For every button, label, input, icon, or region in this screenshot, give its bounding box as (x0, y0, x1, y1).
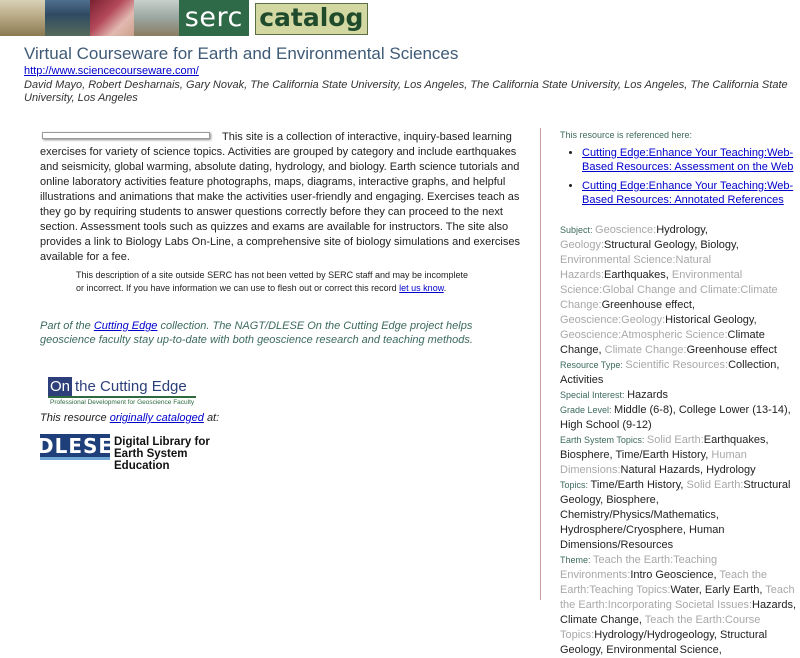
cutting-edge-logo-subtitle: Professional Development for Geoscience Faculty (50, 399, 195, 406)
facet-path: Environmental Science:Global Change and Climate:Climate Change: (560, 269, 778, 311)
banner-photo-specimen (90, 0, 135, 36)
serc-catalog-banner[interactable] (0, 0, 368, 36)
dlese-logo-tagline (114, 436, 240, 472)
description-text: This site is a collection of interactive, inquiry-based learning exercises for variety of science topics. Activities are grouped by category and include earthquakes and seismicity, global warming, absolute dating, hydrology, and biology. Earth science tutorials and online laboratory activities feature photographs, maps, diagrams, interactive graphs, and helpful illustrations and animations that make the activities user-friendly and engaging. Exercises teach as they go by requiring students to answer questions correctly before they can proceed to the next section. Assessment tools such as quizzes and exams are available for instructors. The site also provides a link to Biology Labs On-Line, a comprehensive site of biology simulations and exercises available for a fee. (40, 131, 520, 263)
facet-label: Topics (560, 480, 586, 490)
dlese-tagline-line1: Digital Library for (114, 436, 210, 448)
banner-photo-landscape (134, 0, 179, 36)
facet-path: Climate Change: (604, 344, 687, 356)
facet-value: Greenhouse effect (686, 344, 777, 356)
facet-value: Middle (6-8), College Lower (13-14), High School (9-12) (560, 404, 791, 431)
facet-path: Solid Earth: (686, 479, 744, 491)
originally-cataloged-line (40, 412, 219, 424)
cutting-edge-logo-title: the Cutting Edge (75, 378, 187, 395)
facet-value: Water, Early Earth, (670, 584, 766, 596)
facet-path: Geoscience:Geology: (560, 314, 666, 326)
facet-value: Hydrology/Hydrogeology, Structural Geology, Environmental Science, (560, 629, 768, 656)
disclaimer-end: . (443, 283, 447, 293)
collection-prefix: Part of the (40, 320, 91, 332)
facet-value: Earthquakes, Biosphere, Time/Earth History, (560, 434, 769, 461)
serc-logo-text: serc (184, 1, 243, 33)
facet-path: Teach the Earth:Incorporating Societal Issues: (560, 584, 795, 611)
facet-value: Time/Earth History, (590, 479, 687, 491)
facet-path: Teach the Earth:Course Topics: (560, 614, 761, 641)
facet-value: Collection, Activities (560, 359, 780, 386)
facet-path: Scientific Resources: (625, 359, 729, 371)
facet-path: Geoscience: (595, 224, 657, 236)
cutting-edge-logo-on: On (50, 378, 71, 395)
serc-logo[interactable] (179, 0, 249, 36)
disclaimer-text: This description of a site outside SERC has not been vetted by SERC staff and may be incomplete or incorrect. If you have information we can use to flesh out or correct this record (76, 270, 469, 293)
dlese-tagline-line2: Earth System Education (114, 448, 188, 472)
resource-description (40, 130, 520, 265)
cutting-edge-link[interactable]: Cutting Edge (93, 320, 158, 332)
facet-path: Geoscience:Atmospheric Science: (560, 329, 728, 341)
facet-label: Earth System Topics (560, 435, 642, 445)
cutting-edge-logo-bar (48, 377, 196, 398)
facet-path: Environmental Science:Natural Hazards: (560, 254, 712, 281)
facet-path: Teach the Earth:Teaching Environments: (560, 554, 718, 581)
facet-value: Structural Geology, Biology, (604, 239, 739, 251)
page-title: Virtual Courseware for Earth and Environmental Sciences (24, 44, 459, 63)
facet-label: Special Interest (560, 390, 623, 400)
referenced-heading: This resource is referenced here: (560, 130, 693, 140)
orig-suffix: at: (206, 412, 220, 424)
collection-suffix: collection. The NAGT/DLESE On the Cutting Edge project helps geoscience faculty stay up-to-date with both geoscience research and teaching methods. (40, 320, 473, 346)
orig-prefix: This resource (40, 412, 107, 424)
disclaimer-note (76, 269, 476, 295)
reference-link-assessment[interactable]: Cutting Edge:Enhance Your Teaching:Web-Based Resources: Assessment on the Web (582, 147, 794, 173)
originally-cataloged-link[interactable]: originally cataloged (109, 412, 204, 424)
facet-resource-type: Resource Type: Scientific Resources:Collection, Activities (560, 359, 780, 386)
facet-special-interest: Special Interest: Hazards (560, 389, 669, 401)
column-divider (540, 128, 541, 600)
facet-path: Solid Earth: (646, 434, 704, 446)
dlese-logo-word: DLESE (36, 433, 114, 458)
facet-label: Grade Level (560, 405, 610, 415)
facet-label: Resource Type (560, 360, 621, 370)
metadata-sidebar (560, 130, 800, 658)
facet-value: Structural Geology, Biosphere, Chemistry/Physics/Mathematics, Hydrosphere/Cryosphere, Human Dimensions/Resources (560, 479, 791, 551)
catalog-logo-text: catalog (259, 3, 364, 32)
banner-photo-field (0, 0, 45, 36)
facet-path: Geology: (560, 239, 605, 251)
authors-line: David Mayo, Robert Desharnais, Gary Novak, The California State University, Los Angeles, The California State University, Los Angeles, The California State University, Los Angeles (24, 79, 788, 104)
list-item (582, 146, 800, 174)
banner-photo-strip (0, 0, 179, 36)
screenshot-thumbnail[interactable] (42, 132, 210, 139)
facet-path: Teach the Earth:Teaching Topics: (560, 569, 768, 596)
dlese-logo-box (36, 433, 114, 460)
facet-grade-level: Grade Level: Middle (6-8), College Lower (13-14), High School (9-12) (560, 404, 791, 431)
facet-topics: Topics: Time/Earth History, Solid Earth:Structural Geology, Biosphere, Chemistry/Physics/Mathematics, Hydrosphere/Cryosphere, Human Dimensions/Resources (560, 479, 791, 551)
collection-note (40, 319, 530, 347)
list-item (582, 179, 800, 207)
facet-earth-system-topics: Earth System Topics: Solid Earth:Earthquakes, Biosphere, Time/Earth History, Human Dimensions:Natural Hazards, Hydrology (560, 434, 769, 476)
facet-value: Climate Change, (560, 329, 765, 356)
facet-value: Greenhouse effect, (601, 299, 695, 311)
facet-theme: Theme: Teach the Earth:Teaching Environments:Intro Geoscience, Teach the Earth:Teaching Topics:Water, Early Earth, Teach the Earth:Incorporating Societal Issues:Hazards, Climate Change, Teach the Earth:Course Topics:Hydrology/Hydrogeology, Structural Geology, Environmental Science, (560, 554, 797, 656)
facet-label: Theme (560, 555, 589, 565)
facet-list (560, 223, 800, 658)
facet-value: Intro Geoscience, (630, 569, 720, 581)
cutting-edge-logo[interactable] (48, 377, 200, 407)
catalog-logo[interactable] (255, 3, 368, 35)
resource-url-link[interactable]: http://www.sciencecourseware.com/ (24, 65, 199, 77)
facet-label: Subject (560, 225, 591, 235)
reference-list (560, 146, 800, 207)
facet-subject: Subject: Geoscience:Hydrology, Geology:Structural Geology, Biology, Environmental Science:Natural Hazards:Earthquakes, Environmental Science:Global Change and Climate:Climate Change:Greenhouse effect, Geoscience:Geology:Historical Geology, Geoscience:Atmospheric Science:Climate Change, Climate Change:Greenhouse effect (560, 224, 778, 356)
dlese-logo[interactable] (36, 433, 240, 472)
let-us-know-link[interactable]: let us know (399, 283, 444, 293)
facet-value: Hazards, Climate Change, (560, 599, 797, 626)
facet-path: Human Dimensions: (560, 449, 747, 476)
facet-value: Natural Hazards, Hydrology (620, 464, 756, 476)
facet-value: Hazards (627, 389, 669, 401)
facet-value: Earthquakes, (604, 269, 672, 281)
banner-photo-mountains (45, 0, 90, 36)
reference-link-annotated[interactable]: Cutting Edge:Enhance Your Teaching:Web-Based Resources: Annotated References (582, 180, 794, 206)
facet-value: Historical Geology, (665, 314, 757, 326)
facet-value: Hydrology, (656, 224, 708, 236)
